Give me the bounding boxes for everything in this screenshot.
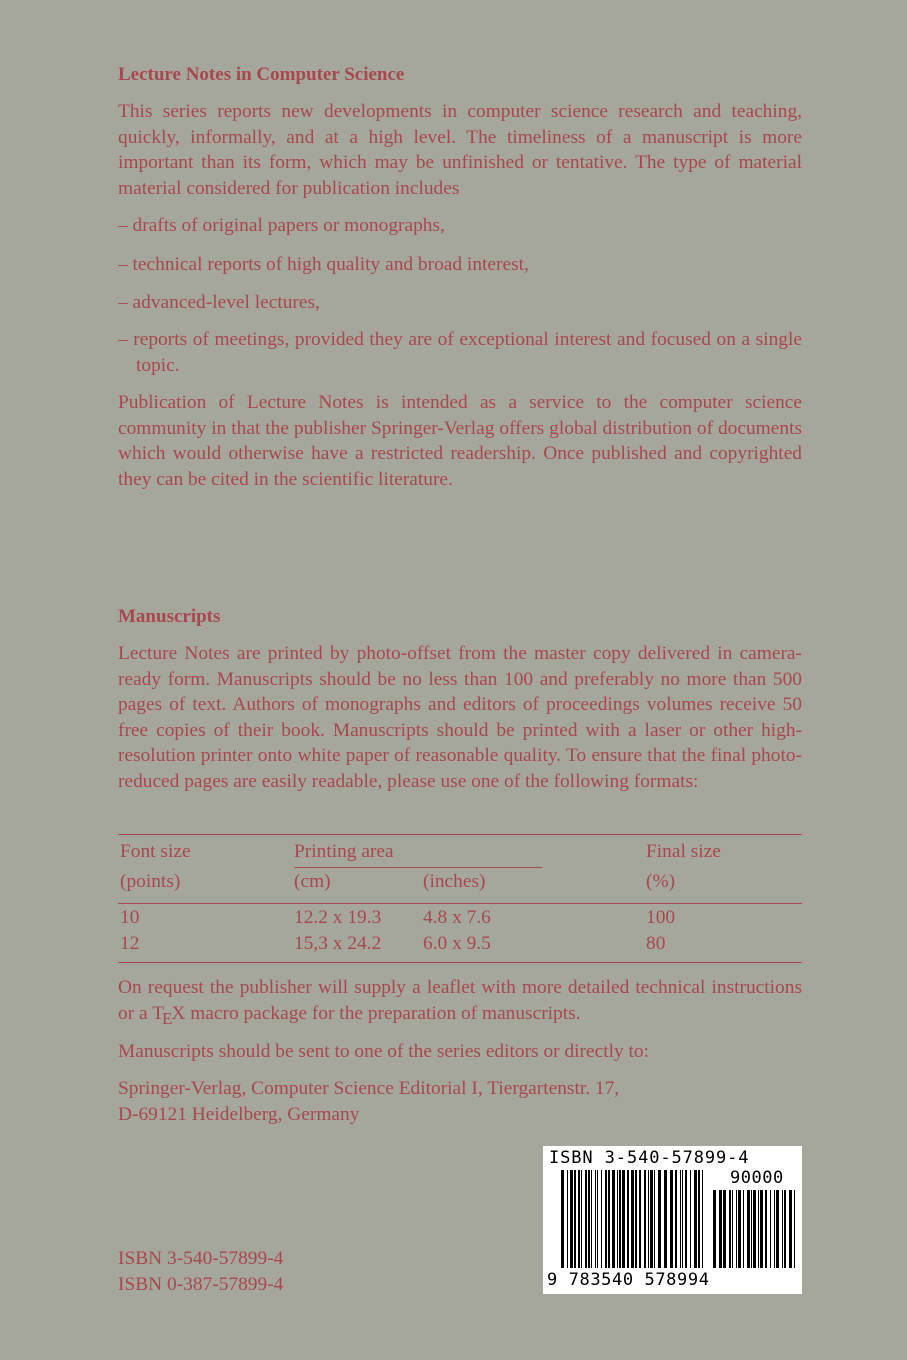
- barcode-bar: [694, 1170, 697, 1268]
- isbn-line-2: ISBN 0-387-57899-4: [118, 1274, 284, 1295]
- barcode-bar: [729, 1190, 731, 1268]
- table-top-rule: [118, 834, 802, 835]
- barcode-bar: [595, 1170, 596, 1268]
- list-item: – drafts of original papers or monographs,: [118, 215, 445, 236]
- barcode-bar: [732, 1190, 733, 1268]
- barcode-bar: [648, 1170, 649, 1268]
- series-intro: This series reports new developments in computer science research and teaching, quickly, informally, and at a high level. The timeliness of a manuscript is more important than its form, which may be unfinished or tentative. The type of material: [118, 101, 802, 174]
- table-cell: 15,3 x 24.2: [294, 933, 382, 954]
- barcode-bar: [690, 1170, 691, 1268]
- table-bottom-rule: [118, 962, 802, 963]
- manuscripts-title: Manuscripts: [118, 606, 221, 627]
- barcode-bar: [702, 1170, 703, 1268]
- barcode-bar: [608, 1170, 610, 1268]
- barcode-bar: [581, 1170, 582, 1268]
- barcode-bar: [784, 1190, 786, 1268]
- barcode-bar: [675, 1170, 677, 1268]
- barcode-bar: [753, 1190, 756, 1268]
- barcode-bar: [567, 1170, 568, 1268]
- barcode-bar: [760, 1190, 763, 1268]
- barcode-bar: [770, 1190, 771, 1268]
- series-intro-end: material considered for publication includes: [118, 178, 460, 199]
- barcode-bar: [588, 1170, 590, 1268]
- barcode-bar: [644, 1170, 646, 1268]
- barcode-bar: [774, 1190, 775, 1268]
- barcode-bar: [747, 1190, 750, 1268]
- barcode-bar: [570, 1170, 573, 1268]
- barcode-bar: [597, 1170, 598, 1268]
- barcode-bar: [585, 1170, 587, 1268]
- request-text: On request the publisher will supply a leaflet with more detailed technical instructions or a TEX macro package for the preparation of manuscripts.: [118, 977, 802, 1028]
- barcode-bar: [713, 1190, 716, 1268]
- barcode-bar: [639, 1170, 641, 1268]
- table-header-printing-area: Printing area: [294, 841, 394, 862]
- barcode-label: [543, 1146, 802, 1294]
- barcode-bar: [601, 1170, 602, 1268]
- list-item: – reports of meetings, provided they are of exceptional interest and focused on a single topic.: [118, 329, 802, 376]
- barcode-bar: [782, 1190, 783, 1268]
- table-cell: 12: [120, 933, 140, 954]
- address-line-1: Springer-Verlag, Computer Science Editorial I, Tiergartenstr. 17,: [118, 1078, 620, 1099]
- isbn-line-1: ISBN 3-540-57899-4: [118, 1248, 284, 1269]
- barcode-bar: [698, 1170, 700, 1268]
- manuscripts-intro: Lecture Notes are printed by photo-offset from the master copy delivered in camera-ready form. Manuscripts should be no less than 100 and preferably no more than 500 pages of text. Authors of monographs and editors of proceedings volumes receive 50 free copies of their book. Manuscripts should be printed with a laser or other high-resolution printer onto white paper of reasonable quality. To ensure that the final photo-reduced pages are easily readable, please use one of the following formats:: [118, 643, 802, 792]
- barcode-bar: [719, 1190, 722, 1268]
- barcode-ean: 9 783540 578994: [547, 1270, 710, 1290]
- barcode-bar: [794, 1190, 795, 1268]
- barcode-bar: [612, 1170, 615, 1268]
- address-line-2: D-69121 Heidelberg, Germany: [118, 1104, 360, 1125]
- barcode-bar: [617, 1170, 618, 1268]
- barcode-bar: [789, 1190, 792, 1268]
- list-item: – advanced-level lectures,: [118, 292, 320, 313]
- table-header-font-size: Font size: [120, 841, 191, 862]
- barcode-bar: [619, 1170, 621, 1268]
- barcode-bar: [776, 1190, 779, 1268]
- table-cell: 10: [120, 907, 140, 928]
- table-header-final-size: Final size: [646, 841, 721, 862]
- table-mid-rule: [118, 903, 802, 904]
- barcode-bar: [738, 1190, 741, 1268]
- barcode-bar: [578, 1170, 580, 1268]
- barcode-bar: [605, 1170, 607, 1268]
- barcode-isbn: ISBN 3-540-57899-4: [549, 1148, 750, 1168]
- barcode-bar: [654, 1170, 655, 1268]
- send-text: Manuscripts should be sent to one of the series editors or directly to:: [118, 1041, 649, 1062]
- table-subheader-cm: (cm): [294, 871, 331, 892]
- barcode-bar: [658, 1170, 661, 1268]
- barcode-bar: [622, 1170, 625, 1268]
- barcode-price-code: 90000: [730, 1168, 784, 1188]
- barcode-bar: [664, 1170, 667, 1268]
- barcode-bar: [635, 1170, 637, 1268]
- table-subheader-inches: (inches): [423, 871, 486, 892]
- barcode-bar: [723, 1190, 726, 1268]
- barcode-bar: [670, 1170, 673, 1268]
- series-title: Lecture Notes in Computer Science: [118, 64, 405, 85]
- table-group-rule: [294, 867, 542, 868]
- table-subheader-points: (points): [120, 871, 181, 892]
- barcode-bar: [736, 1190, 737, 1268]
- barcode-bar: [631, 1170, 634, 1268]
- barcode-bar: [627, 1170, 629, 1268]
- table-cell: 6.0 x 9.5: [423, 933, 491, 954]
- table-cell: 100: [646, 907, 676, 928]
- barcode-bar: [650, 1170, 653, 1268]
- barcode-bar: [765, 1190, 767, 1268]
- list-item: – technical reports of high quality and broad interest,: [118, 254, 529, 275]
- barcode-bar: [758, 1190, 759, 1268]
- barcode-bar: [561, 1170, 564, 1268]
- series-closing: Publication of Lecture Notes is intended as a service to the computer science community in that the publisher Springer-Verlag offers global distribution of documents which would otherwise have a restricted readership. Once published and copyrighted they can be cited in the scientific literature.: [118, 392, 802, 490]
- barcode-bar: [743, 1190, 744, 1268]
- table-cell: 80: [646, 933, 666, 954]
- table-subheader-percent: (%): [646, 871, 676, 892]
- barcode-bar: [680, 1170, 681, 1268]
- barcode-bar: [591, 1170, 592, 1268]
- table-cell: 4.8 x 7.6: [423, 907, 491, 928]
- table-cell: 12.2 x 19.3: [294, 907, 382, 928]
- barcode-bar: [682, 1170, 683, 1268]
- barcode-bar: [574, 1170, 576, 1268]
- barcode-bar: [751, 1190, 752, 1268]
- barcode-bar: [685, 1170, 687, 1268]
